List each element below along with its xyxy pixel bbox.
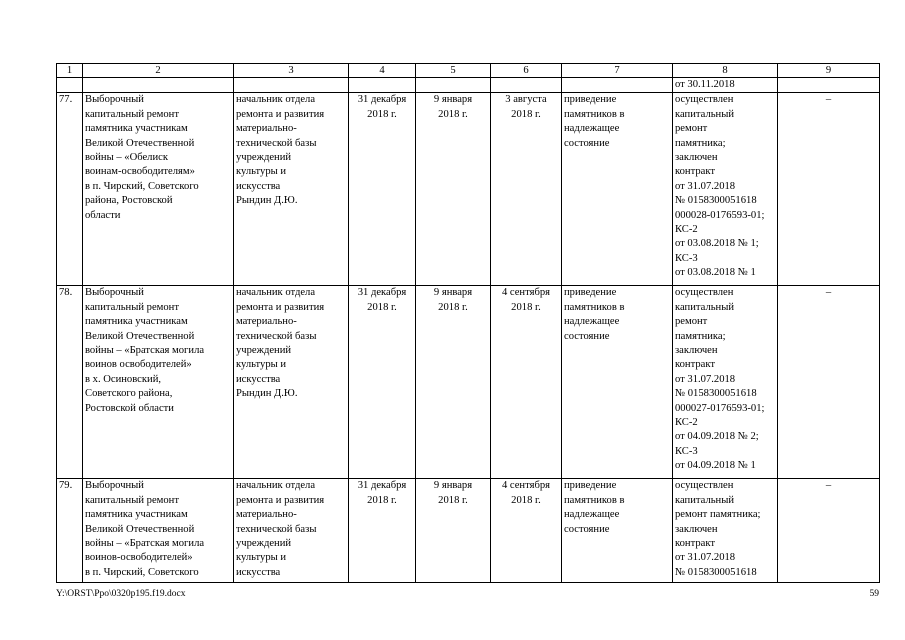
note: – (778, 93, 880, 286)
cont-cell-3 (234, 78, 349, 93)
col-header-9: 9 (778, 64, 880, 78)
expected-result: приведение памятников в надлежащее состояние (562, 286, 673, 479)
responsible-person: начальник отдела ремонта и развития материально- технической базы учреждений культуры и искусства Рындин Д.Ю. (234, 93, 349, 286)
expected-result: приведение памятников в надлежащее состояние (562, 479, 673, 583)
cont-cell-6 (491, 78, 562, 93)
col-header-2: 2 (83, 64, 234, 78)
page-number: 59 (869, 589, 879, 599)
deadline-date: 31 декабря 2018 г. (349, 286, 416, 479)
cont-cell-4 (349, 78, 416, 93)
col-header-4: 4 (349, 64, 416, 78)
cont-cell-7 (562, 78, 673, 93)
col-header-6: 6 (491, 64, 562, 78)
col-header-5: 5 (416, 64, 491, 78)
table-row (57, 479, 880, 583)
responsible-person: начальник отдела ремонта и развития материально- технической базы учреждений культуры и искусства Рындин Д.Ю. (234, 286, 349, 479)
completion-date: 4 сентября 2018 г. (491, 479, 562, 583)
start-date: 9 января 2018 г. (416, 479, 491, 583)
note: – (778, 286, 880, 479)
deadline-date: 31 декабря 2018 г. (349, 93, 416, 286)
actual-result: осуществлен капитальный ремонт памятника; заключен контракт от 31.07.2018 № 0158300051618 (673, 479, 778, 583)
header-row (57, 64, 880, 78)
expected-result: приведение памятников в надлежащее состояние (562, 93, 673, 286)
cont-cell-1 (57, 78, 83, 93)
row-number: 77. (57, 93, 83, 286)
col-header-3: 3 (234, 64, 349, 78)
deadline-date: 31 декабря 2018 г. (349, 479, 416, 583)
start-date: 9 января 2018 г. (416, 93, 491, 286)
file-path: Y:\ORST\Ppo\0320p195.f19.docx (56, 589, 186, 599)
actual-result: осуществлен капитальный ремонт памятника; заключен контракт от 31.07.2018 № 0158300051618 000027-0176593-01; КС-2 от 04.09.2018 № 2; КС-3 от 04.09.2018 № 1 (673, 286, 778, 479)
cont-cell-8: от 30.11.2018 (673, 78, 778, 93)
start-date: 9 января 2018 г. (416, 286, 491, 479)
table-row (57, 286, 880, 479)
event-name: Выборочный капитальный ремонт памятника участникам Великой Отечественной войны – «Обелиск воинам-освободителям» в п. Чирский, Советского района, Ростовской области (83, 93, 234, 286)
event-name: Выборочный капитальный ремонт памятника участникам Великой Отечественной войны – «Братская могила воинов освободителей» в х. Осиновский, Советского района, Ростовской области (83, 286, 234, 479)
row-number: 78. (57, 286, 83, 479)
cont-cell-9 (778, 78, 880, 93)
col-header-8: 8 (673, 64, 778, 78)
actual-result: осуществлен капитальный ремонт памятника; заключен контракт от 31.07.2018 № 0158300051618 000028-0176593-01; КС-2 от 03.08.2018 № 1; КС-3 от 03.08.2018 № 1 (673, 93, 778, 286)
col-header-1: 1 (57, 64, 83, 78)
row-number: 79. (57, 479, 83, 583)
note: – (778, 479, 880, 583)
plan-table (56, 63, 880, 583)
responsible-person: начальник отдела ремонта и развития материально- технической базы учреждений культуры и искусства (234, 479, 349, 583)
cont-cell-5 (416, 78, 491, 93)
completion-date: 3 августа 2018 г. (491, 93, 562, 286)
completion-date: 4 сентября 2018 г. (491, 286, 562, 479)
event-name: Выборочный капитальный ремонт памятника участникам Великой Отечественной войны – «Братская могила воинов-освободителей» в п. Чирский, Советского (83, 479, 234, 583)
continuation-row (57, 78, 880, 93)
cont-cell-2 (83, 78, 234, 93)
col-header-7: 7 (562, 64, 673, 78)
table-row (57, 93, 880, 286)
